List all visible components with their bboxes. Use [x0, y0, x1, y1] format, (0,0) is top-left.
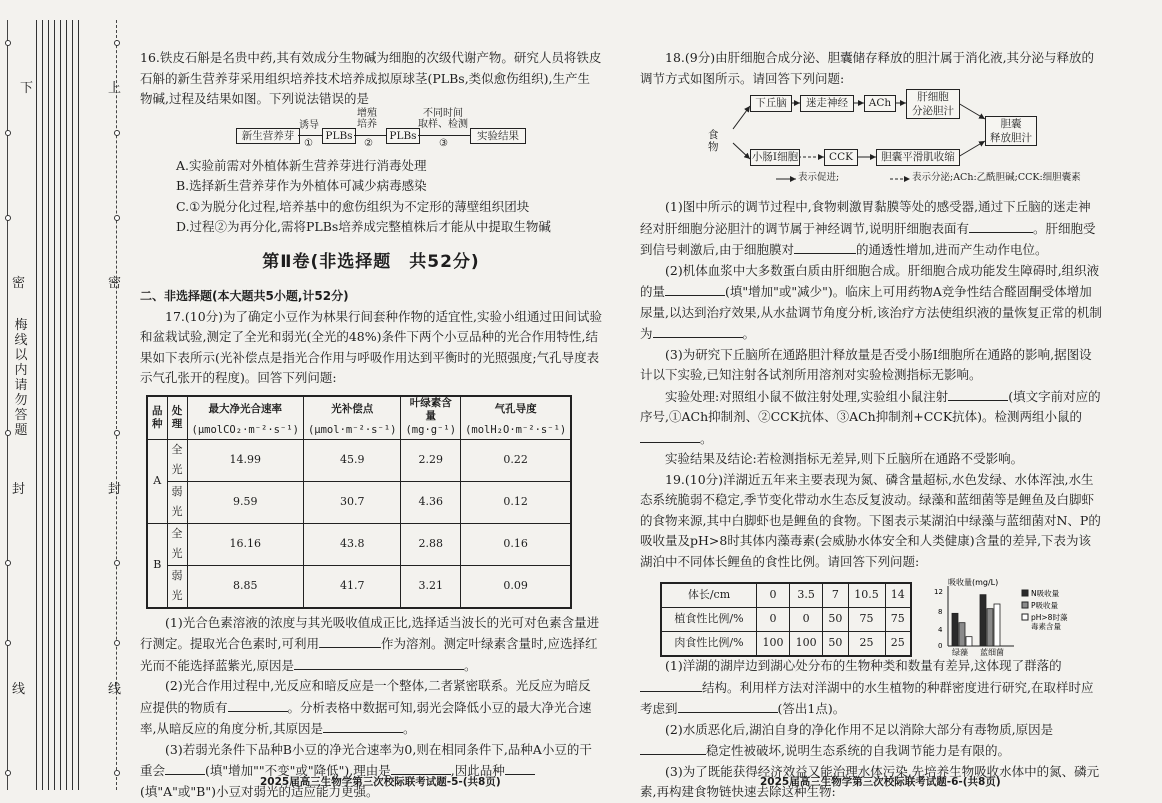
- binding-margin: [0, 0, 128, 800]
- flow-step-num: ③: [439, 137, 448, 149]
- answer-blank[interactable]: [165, 760, 205, 775]
- answer-blank[interactable]: [948, 386, 1008, 401]
- diagram-arrow: [733, 106, 750, 129]
- chart-bar-toxin: [966, 637, 972, 646]
- flow-label: 增殖: [357, 107, 377, 119]
- table-cell: 41.7: [303, 565, 401, 608]
- q17-sub2: [140, 676, 602, 740]
- flow-label: 诱导: [299, 119, 319, 131]
- table-unit: (mg·g⁻¹): [401, 423, 461, 440]
- table-cell: 7: [823, 583, 848, 608]
- q18-sub2-text: (2)机体血浆中大多数蛋白质由肝细胞合成。肝细胞合成功能发生障碍时,组织液的量: [640, 262, 1100, 299]
- q17-sub3-text: (填"A"或"B")小豆对弱光的适应能力更强。: [140, 783, 379, 799]
- q18-sub1-text: (1)图中所示的调节过程中,食物刺激胃黏膜等处的感受器,通过下丘脑的迷走神经对肝细胞分泌胆汁的调节属于神经调节,说明肝细胞表面有: [640, 199, 1091, 236]
- legend-swatch: [1022, 602, 1028, 608]
- table-cell: 75: [848, 608, 885, 632]
- q18-sub1: [640, 197, 1102, 261]
- margin-rule: [72, 20, 73, 790]
- margin-rule: [48, 20, 49, 790]
- answer-blank[interactable]: [640, 740, 706, 755]
- binding-hole: [114, 130, 120, 136]
- table-header: 最大净光合速率: [187, 396, 303, 423]
- left-page: [140, 48, 602, 800]
- flow-box-bud: 新生营养芽: [236, 128, 300, 144]
- table-header: 处理: [167, 396, 187, 440]
- diagram-cck: CCK: [824, 149, 858, 166]
- table-cell: 3.21: [401, 565, 461, 608]
- table-cell: 0: [757, 608, 790, 632]
- margin-char-top: 上: [108, 81, 122, 96]
- q17-sub1-text: 作为溶剂。测定叶绿素含量时,应选择红光而不能选择蓝紫光,原因是: [140, 636, 598, 673]
- answer-blank[interactable]: [653, 323, 743, 338]
- table-cell: 50: [823, 632, 848, 657]
- table-cell: 全光: [167, 439, 187, 481]
- q18-sub2: [640, 261, 1102, 345]
- page-footer-left: 2025届高三生物学第三次校际联考试题-5-(共8页): [260, 775, 501, 788]
- answer-blank[interactable]: [228, 697, 288, 712]
- answer-blank[interactable]: [678, 698, 778, 713]
- chart-bar-n: [952, 613, 958, 646]
- q19-sub2: [640, 720, 1102, 762]
- diagram-arrow: [958, 141, 985, 157]
- answer-blank[interactable]: [640, 677, 702, 692]
- binding-hole: [5, 40, 11, 46]
- answer-blank[interactable]: [640, 428, 700, 443]
- q19-sub1-text: 结构。利用样方法对洋湖中的水生植物的种群密度进行研究,在取样时应考虑到: [640, 679, 1094, 716]
- table-cell: 0: [790, 608, 823, 632]
- q17-sub3-text: ,因此品种: [450, 763, 505, 778]
- q16-stem: 16.铁皮石斛是名贵中药,其有效成分生物碱为细胞的次级代谢产物。研究人员将铁皮石斛的新生营养芽采用组织培养技术培养成拟原球茎(PLBs,类似愈伤组织),生产生物碱,过程及结果如图。下列说法错误的是: [140, 50, 602, 106]
- chart-ytick: 4: [938, 626, 943, 634]
- margin-rule: [66, 20, 67, 790]
- binding-hole: [5, 130, 11, 136]
- table-cell: 0.22: [461, 439, 572, 481]
- q18-sub2-text: 。: [742, 326, 756, 341]
- q19-sub2-text: 稳定性被破坏,说明生态系统的自我调节能力是有限的。: [706, 743, 1010, 758]
- legend-label: 毒素含量: [1031, 622, 1061, 631]
- table-cell: 75: [885, 608, 911, 632]
- chart-ytick: 8: [938, 608, 943, 616]
- table-cell-variety: A: [147, 439, 167, 523]
- table-cell: 25: [848, 632, 885, 657]
- legend-label: N吸收量: [1031, 589, 1060, 598]
- q16-flowchart: [236, 107, 536, 154]
- diagram-arrow: [958, 103, 985, 119]
- seal-char-left: 密: [12, 276, 26, 291]
- diagram-liver: [906, 89, 960, 119]
- table-cell: 43.8: [303, 523, 401, 565]
- q17-sub3-text: (填"增加""不变"或"降低"),理由是: [205, 763, 391, 778]
- table-row-label: 植食性比例/%: [661, 608, 757, 632]
- binding-hole: [5, 640, 11, 646]
- chart-ytick: 0: [938, 642, 943, 650]
- table-cell: 14.99: [187, 439, 303, 481]
- diagram-arrow: [733, 143, 750, 159]
- q19-sub2-text: (2)水质恶化后,湖泊自身的净化作用不足以消除大部分有毒物质,原因是: [665, 721, 1054, 737]
- q19-sub3: (3)为了既能获得经济效益又能治理水体污染,先培养生物吸收水体中的氮、磷元素,再构建食物链快速去除这种生物:: [640, 763, 1100, 799]
- diagram-hypothalamus: 下丘脑: [750, 95, 792, 112]
- chart-bar-p: [987, 609, 993, 646]
- legend-swatch: [1022, 614, 1028, 620]
- chart-bar-p: [959, 623, 965, 646]
- table-unit: (μmolCO₂·m⁻²·s⁻¹): [187, 423, 303, 440]
- flow-step-num: ①: [304, 137, 313, 149]
- flow-label: 不同时间: [423, 107, 463, 119]
- answer-blank[interactable]: [505, 760, 535, 775]
- table-cell: 100: [790, 632, 823, 657]
- q18-sub1-text: 的通透性增加,进而产生动作电位。: [855, 242, 1048, 257]
- flow-box-result: 实验结果: [470, 128, 526, 144]
- binding-hole: [5, 560, 11, 566]
- table-cell: 14: [885, 583, 911, 608]
- seal-char-left: 封: [12, 482, 26, 497]
- table-row: [147, 523, 571, 565]
- table-cell: 100: [757, 632, 790, 657]
- q19-figure-row: [640, 576, 1102, 656]
- table-header: 叶绿素含量: [401, 396, 461, 423]
- table-cell: 4.36: [401, 481, 461, 523]
- diagram-intestine: 小肠Ⅰ细胞: [750, 149, 800, 166]
- q19-sub1-text: (答出1点)。: [777, 701, 846, 716]
- q19-sub1-text: (1)洋湖的湖岸边到湖心处分布的生物种类和数量有差异,这体现了群落的: [665, 658, 1062, 673]
- q16-option-d: D.过程②为再分化,需将PLBs培养成完整植株后才能从中提取生物碱: [176, 219, 551, 234]
- table-cell: 50: [823, 608, 848, 632]
- diagram-food: 食物: [708, 129, 719, 153]
- q18-sub3-procedure: [640, 386, 1102, 450]
- diagram-vagus: 迷走神经: [800, 95, 854, 112]
- diagram-legend-b: 表示分泌;ACh:乙酰胆碱;CCK:细胆囊素: [912, 172, 1081, 183]
- q17-data-table: [146, 395, 572, 609]
- table-cell-variety: B: [147, 523, 167, 608]
- q17-sub1: [140, 613, 602, 677]
- chart-bar-n: [980, 595, 986, 646]
- diagram-gallbladder-line: 胆囊: [1000, 118, 1022, 130]
- table-header: 气孔导度: [461, 396, 572, 423]
- q18-stem: 18.(9分)由肝细胞合成分泌、胆囊储存释放的胆汁属于消化液,其分泌与释放的调节方式如图所示。请回答下列问题:: [640, 50, 1095, 86]
- flow-arrow: [354, 135, 386, 136]
- flow-arrow: [418, 135, 470, 136]
- section-title: 第Ⅱ卷(非选择题 共52分): [262, 251, 480, 272]
- legend-label: pH>8时藻: [1031, 613, 1068, 622]
- answer-blank[interactable]: [319, 633, 381, 648]
- q19-bar-chart: [934, 576, 1094, 656]
- binding-hole: [114, 640, 120, 646]
- table-cell: 2.29: [401, 439, 461, 481]
- table-cell: 16.16: [187, 523, 303, 565]
- chart-ytick: 12: [934, 588, 943, 596]
- diagram-gallbladder: [985, 116, 1037, 146]
- q17-sub1-text: 。: [463, 657, 477, 673]
- table-header: 品种: [147, 396, 167, 440]
- right-page: [640, 48, 1102, 800]
- table-unit: (μmol·m⁻²·s⁻¹): [303, 423, 401, 440]
- table-row-label: 体长/cm: [661, 583, 757, 608]
- margin-rule: [60, 20, 61, 790]
- diagram-liver-line: 肝细胞: [917, 91, 949, 103]
- answer-blank[interactable]: [969, 218, 1033, 233]
- seal-char: 密: [108, 276, 122, 291]
- legend-swatch: [1022, 590, 1028, 596]
- q18-sub3-conclusion: 实验结果及结论:若检测指标无差异,则下丘脑所在通路不受影响。: [665, 451, 1024, 466]
- chart-category-label: 绿藻: [952, 648, 968, 656]
- table-row-label: 肉食性比例/%: [661, 632, 757, 657]
- q19-feeding-table: [660, 582, 912, 657]
- table-cell: 45.9: [303, 439, 401, 481]
- table-cell: 0.16: [461, 523, 572, 565]
- table-row: [661, 583, 911, 608]
- table-row: [661, 632, 911, 657]
- chart-bars: [952, 595, 1000, 646]
- table-unit-row: [147, 423, 571, 440]
- seal-char: 封: [108, 482, 122, 497]
- table-cell: 2.88: [401, 523, 461, 565]
- margin-rule: [42, 20, 43, 790]
- binding-hole: [5, 430, 11, 436]
- q18-sub2-text: (填"增加"或"减少")。临床上可用药物A竞争性结合醛固酮受体增加尿量,以达到治疗效果,从水盐调节角度分析,该治疗方法使组织液的量恢复正常的机制为: [640, 284, 1102, 341]
- diagram-legend-a: 表示促进;: [798, 172, 840, 183]
- q16-option-b: B.选择新生营养芽作为外植体可减少病毒感染: [176, 178, 427, 193]
- q18-sub1-text: 。肝细胞受到信号刺激后,由于细胞膜对: [640, 220, 1096, 257]
- binding-hole: [114, 770, 120, 776]
- table-cell: 3.5: [790, 583, 823, 608]
- binding-hole: [114, 430, 120, 436]
- flow-label: 培养: [357, 118, 377, 130]
- chart-category-label: 蓝细菌: [980, 648, 1004, 656]
- q19-stem: 19.(10分)洋湖近五年来主要表现为氮、磷含量超标,水色发绿、水体浑浊,水生态系统脆弱不稳定,季节变化带动水生态反复波动。绿藻和蓝细菌等是鲤鱼及白脚虾的食物来源,其中白脚虾也是鲤鱼的食物。下图表示某湖泊中绿藻与蓝细菌对N、P的吸收量及pH>8时其体内藻毒素(会威胁水体安全和人类健康)含量的差异,下表为该湖泊中不同体长鲤鱼的食性比例。请回答下列问题:: [640, 471, 1101, 569]
- binding-hole: [114, 560, 120, 566]
- table-cell: 10.5: [848, 583, 885, 608]
- table-cell: 全光: [167, 523, 187, 565]
- chart-ylabel: 吸收量(mg/L): [948, 578, 999, 587]
- q18-sub3-text: 实验处理:对照组小鼠不做注射处理,实验组小鼠注射: [665, 388, 949, 404]
- diagram-liver-line: 分泌胆汁: [912, 105, 954, 117]
- answer-blank[interactable]: [665, 281, 725, 296]
- q17-sub1-text: (1)光合色素溶液的浓度与其光吸收值成正比,选择适当波长的光可对色素含量进行测定。提取光合色素时,可利用: [140, 614, 600, 651]
- table-header-row: [147, 396, 571, 423]
- table-cell: 0.12: [461, 481, 572, 523]
- margin-rule: [54, 20, 55, 790]
- table-header: 光补偿点: [303, 396, 401, 423]
- table-cell: 弱光: [167, 481, 187, 523]
- flow-box-plbs2: PLBs: [386, 128, 420, 144]
- q18-sub3-text: 。: [700, 430, 713, 446]
- diagram-gallbladder-line: 释放胆汁: [990, 132, 1032, 144]
- margin-char-bottom: 下: [20, 81, 34, 96]
- flow-label: 取样、检测: [418, 118, 468, 130]
- table-cell: 9.59: [187, 481, 303, 523]
- binding-hole: [114, 40, 120, 46]
- diagram-ach: ACh: [864, 95, 896, 112]
- table-row: [147, 565, 571, 608]
- table-row: [661, 608, 911, 632]
- answer-blank[interactable]: [794, 239, 856, 254]
- table-cell: 8.85: [187, 565, 303, 608]
- q19-sub1: [640, 656, 1102, 720]
- binding-hole: [5, 770, 11, 776]
- table-cell: 25: [885, 632, 911, 657]
- q16-option-a: A.实验前需对外植体新生营养芽进行消毒处理: [176, 157, 427, 173]
- table-cell: 30.7: [303, 481, 401, 523]
- answer-blank[interactable]: [294, 655, 464, 670]
- q17-sub2-text: 。分析表格中数据可知,弱光会降低小豆的最大净光合速率,从暗反应的角度分析,其原因是: [140, 699, 592, 736]
- binding-hole: [114, 215, 120, 221]
- table-cell: 0: [757, 583, 790, 608]
- answer-blank[interactable]: [323, 718, 403, 733]
- diagram-muscle: 胆囊平滑肌收缩: [876, 149, 960, 166]
- q17-sub3-text: (3)若弱光条件下品种B小豆的净光合速率为0,则在相同条件下,品种A小豆的干重会: [140, 741, 592, 778]
- q18-sub3: (3)为研究下丘脑所在通路胆汁释放量是否受小肠Ⅰ细胞所在通路的影响,据图设计以下实验,已知注射各试剂所用溶剂对实验检测指标无影响。: [640, 346, 1092, 382]
- flow-arrow: [298, 135, 322, 136]
- q18-diagram: [640, 91, 1102, 195]
- flow-box-plbs: PLBs: [322, 128, 356, 144]
- margin-rule: [36, 20, 37, 790]
- seal-char: 线: [108, 682, 122, 697]
- seal-char-left: 线: [12, 682, 26, 697]
- page-footer-right: 2025届高三生物学第三次校际联考试题-6-(共8页): [760, 775, 1001, 788]
- section-heading: 二、非选择题(本大题共5小题,计52分): [140, 289, 349, 303]
- no-answer-note: 梅线以内请勿答题: [14, 318, 28, 438]
- q17-sub2-text: (2)光合作用过程中,光反应和暗反应是一个整体,二者紧密联系。光反应为暗反应提供的物质有: [140, 678, 591, 715]
- table-unit: (molH₂O·m⁻²·s⁻¹): [461, 423, 572, 440]
- q18-sub3-text: (填文字前对应的序号,①ACh抑制剂、②CCK抗体、③ACh抑制剂+CCK抗体)。检测两组小鼠的: [640, 388, 1101, 424]
- table-cell: 0.09: [461, 565, 572, 608]
- table-cell: 弱光: [167, 565, 187, 608]
- table-row: [147, 439, 571, 481]
- margin-rule: [78, 20, 79, 790]
- table-row: [147, 481, 571, 523]
- q17-stem: 17.(10分)为了确定小豆作为林果行间套种作物的适宜性,实验小组通过田间试验和盆栽试验,测定了全光和弱光(全光的48%)条件下两个小豆品种的光合作用特性,结果如下表所示(光补偿点是指光合作用与呼吸作用达到平衡时的光照强度;气孔导度表示气孔张开的程度)。回答下列问题:: [140, 308, 603, 385]
- flow-step-num: ②: [364, 137, 373, 149]
- chart-bar-toxin: [994, 604, 1000, 646]
- legend-label: P吸收量: [1031, 601, 1059, 610]
- binding-hole: [5, 215, 11, 221]
- q17-sub2-text: 。: [402, 721, 416, 736]
- q16-option-c: C.①为脱分化过程,培养基中的愈伤组织为不定形的薄壁组织团块: [176, 198, 530, 214]
